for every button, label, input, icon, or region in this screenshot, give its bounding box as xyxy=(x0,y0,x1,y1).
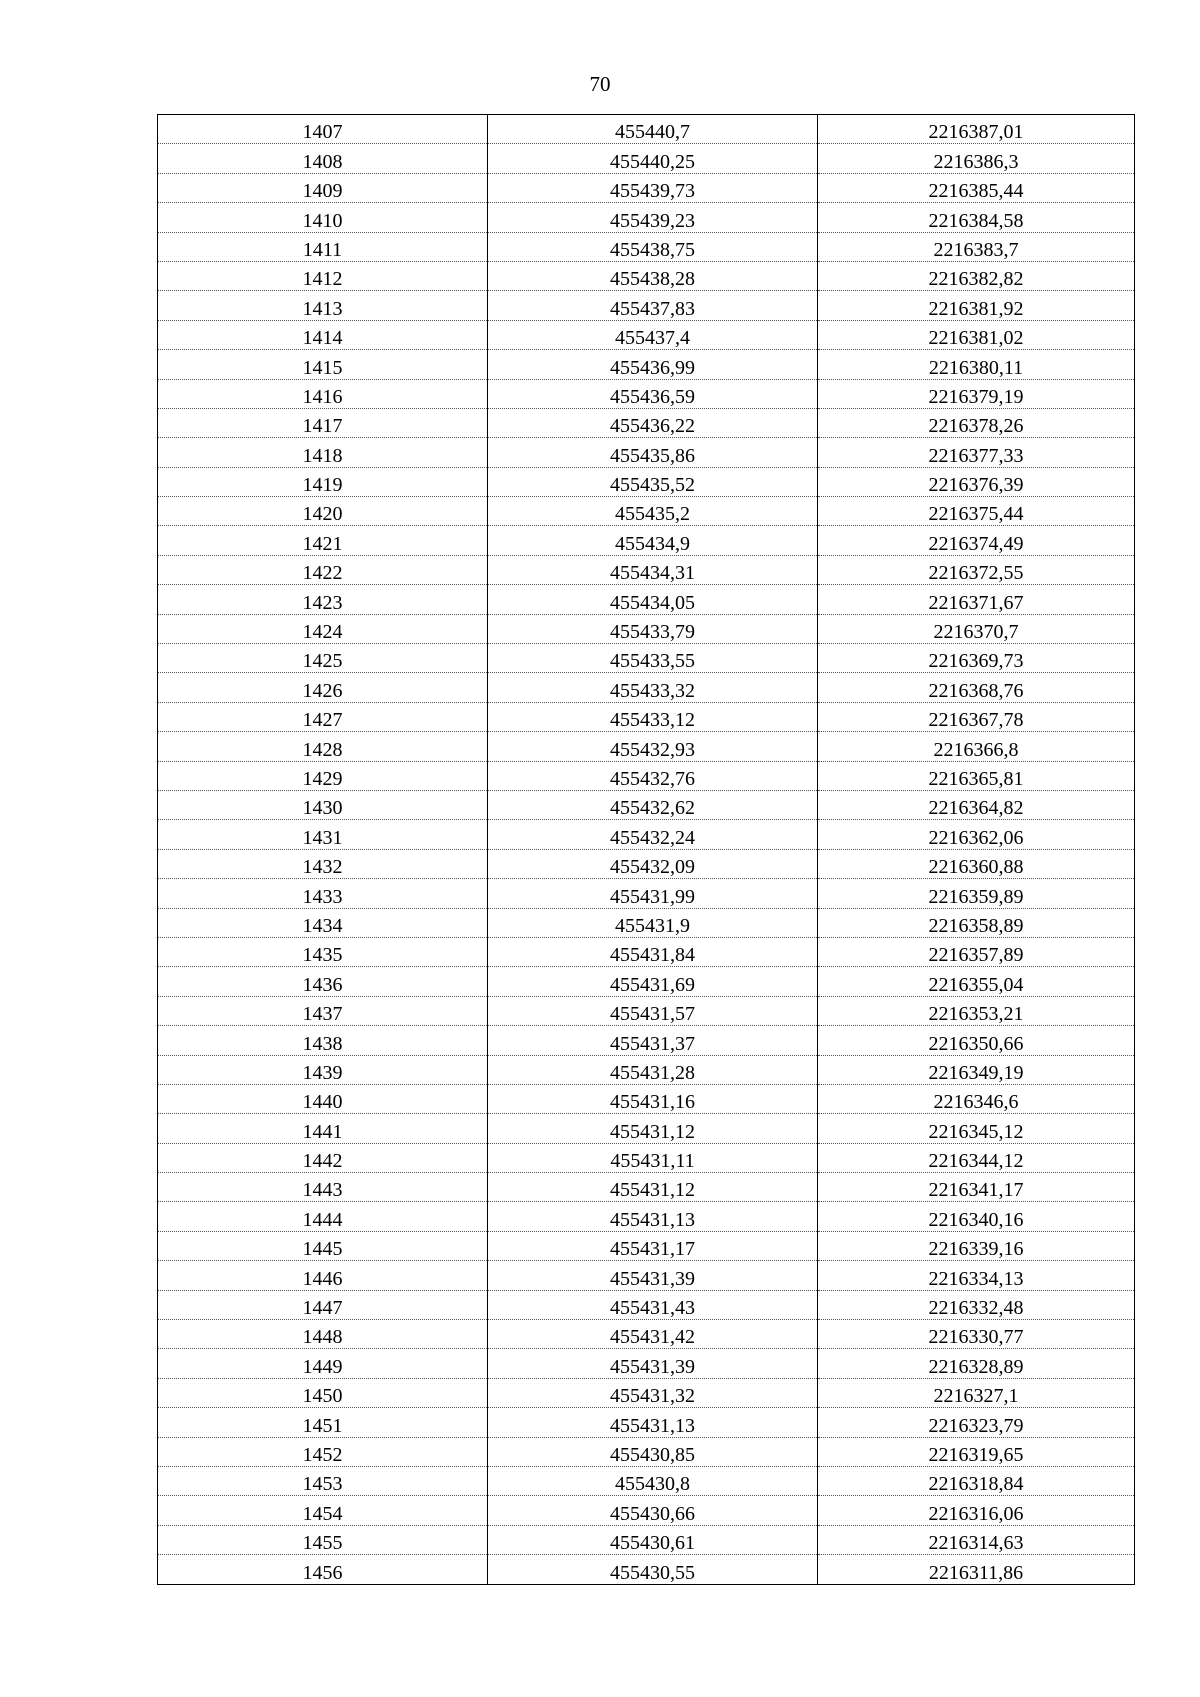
x-coordinate-cell: 455440,25 xyxy=(488,144,818,173)
point-number-cell: 1455 xyxy=(158,1525,488,1554)
x-coordinate-cell: 455432,62 xyxy=(488,790,818,819)
point-number-cell: 1415 xyxy=(158,350,488,379)
point-number-cell: 1408 xyxy=(158,144,488,173)
y-coordinate-cell: 2216371,67 xyxy=(818,585,1135,614)
point-number-cell: 1418 xyxy=(158,438,488,467)
table-row xyxy=(158,320,1135,349)
y-coordinate-cell: 2216319,65 xyxy=(818,1437,1135,1466)
y-coordinate-cell: 2216358,89 xyxy=(818,908,1135,937)
point-number-cell: 1433 xyxy=(158,879,488,908)
x-coordinate-cell: 455437,4 xyxy=(488,320,818,349)
y-coordinate-cell: 2216364,82 xyxy=(818,790,1135,819)
y-coordinate-cell: 2216369,73 xyxy=(818,644,1135,673)
x-coordinate-cell: 455431,32 xyxy=(488,1378,818,1407)
point-number-cell: 1451 xyxy=(158,1408,488,1437)
point-number-cell: 1444 xyxy=(158,1202,488,1231)
y-coordinate-cell: 2216381,92 xyxy=(818,291,1135,320)
table-row xyxy=(158,1143,1135,1172)
x-coordinate-cell: 455432,76 xyxy=(488,761,818,790)
x-coordinate-cell: 455431,69 xyxy=(488,967,818,996)
x-coordinate-cell: 455431,37 xyxy=(488,1026,818,1055)
y-coordinate-cell: 2216323,79 xyxy=(818,1408,1135,1437)
point-number-cell: 1416 xyxy=(158,379,488,408)
x-coordinate-cell: 455430,66 xyxy=(488,1496,818,1525)
table-row xyxy=(158,1114,1135,1143)
y-coordinate-cell: 2216378,26 xyxy=(818,408,1135,437)
table-row xyxy=(158,702,1135,731)
table-row xyxy=(158,614,1135,643)
point-number-cell: 1450 xyxy=(158,1378,488,1407)
y-coordinate-cell: 2216366,8 xyxy=(818,732,1135,761)
point-number-cell: 1445 xyxy=(158,1231,488,1260)
x-coordinate-cell: 455431,12 xyxy=(488,1114,818,1143)
y-coordinate-cell: 2216367,78 xyxy=(818,702,1135,731)
x-coordinate-cell: 455431,57 xyxy=(488,996,818,1025)
y-coordinate-cell: 2216344,12 xyxy=(818,1143,1135,1172)
x-coordinate-cell: 455431,43 xyxy=(488,1290,818,1319)
point-number-cell: 1453 xyxy=(158,1466,488,1495)
y-coordinate-cell: 2216346,6 xyxy=(818,1084,1135,1113)
point-number-cell: 1440 xyxy=(158,1084,488,1113)
x-coordinate-cell: 455436,22 xyxy=(488,408,818,437)
table-row xyxy=(158,291,1135,320)
coordinates-table xyxy=(157,114,1135,1585)
table-row xyxy=(158,820,1135,849)
point-number-cell: 1435 xyxy=(158,937,488,966)
point-number-cell: 1446 xyxy=(158,1261,488,1290)
point-number-cell: 1426 xyxy=(158,673,488,702)
point-number-cell: 1448 xyxy=(158,1320,488,1349)
y-coordinate-cell: 2216330,77 xyxy=(818,1320,1135,1349)
y-coordinate-cell: 2216318,84 xyxy=(818,1466,1135,1495)
table-row xyxy=(158,1231,1135,1260)
table-row xyxy=(158,497,1135,526)
x-coordinate-cell: 455436,59 xyxy=(488,379,818,408)
x-coordinate-cell: 455431,84 xyxy=(488,937,818,966)
point-number-cell: 1421 xyxy=(158,526,488,555)
x-coordinate-cell: 455433,79 xyxy=(488,614,818,643)
table-row xyxy=(158,232,1135,261)
x-coordinate-cell: 455431,28 xyxy=(488,1055,818,1084)
y-coordinate-cell: 2216379,19 xyxy=(818,379,1135,408)
table-row xyxy=(158,879,1135,908)
y-coordinate-cell: 2216314,63 xyxy=(818,1525,1135,1554)
y-coordinate-cell: 2216385,44 xyxy=(818,173,1135,202)
x-coordinate-cell: 455434,31 xyxy=(488,555,818,584)
x-coordinate-cell: 455433,12 xyxy=(488,702,818,731)
point-number-cell: 1436 xyxy=(158,967,488,996)
y-coordinate-cell: 2216377,33 xyxy=(818,438,1135,467)
table-row xyxy=(158,261,1135,290)
y-coordinate-cell: 2216340,16 xyxy=(818,1202,1135,1231)
x-coordinate-cell: 455431,12 xyxy=(488,1173,818,1202)
table-row xyxy=(158,1055,1135,1084)
table-row xyxy=(158,673,1135,702)
table-row xyxy=(158,761,1135,790)
y-coordinate-cell: 2216328,89 xyxy=(818,1349,1135,1378)
y-coordinate-cell: 2216359,89 xyxy=(818,879,1135,908)
table-row xyxy=(158,1466,1135,1495)
point-number-cell: 1423 xyxy=(158,585,488,614)
point-number-cell: 1413 xyxy=(158,291,488,320)
x-coordinate-cell: 455431,16 xyxy=(488,1084,818,1113)
table-row xyxy=(158,115,1135,144)
point-number-cell: 1456 xyxy=(158,1555,488,1584)
y-coordinate-cell: 2216386,3 xyxy=(818,144,1135,173)
x-coordinate-cell: 455435,2 xyxy=(488,497,818,526)
x-coordinate-cell: 455431,9 xyxy=(488,908,818,937)
x-coordinate-cell: 455439,23 xyxy=(488,203,818,232)
table-row xyxy=(158,144,1135,173)
point-number-cell: 1407 xyxy=(158,115,488,144)
y-coordinate-cell: 2216370,7 xyxy=(818,614,1135,643)
y-coordinate-cell: 2216327,1 xyxy=(818,1378,1135,1407)
y-coordinate-cell: 2216376,39 xyxy=(818,467,1135,496)
x-coordinate-cell: 455431,11 xyxy=(488,1143,818,1172)
table-row xyxy=(158,996,1135,1025)
y-coordinate-cell: 2216334,13 xyxy=(818,1261,1135,1290)
point-number-cell: 1422 xyxy=(158,555,488,584)
y-coordinate-cell: 2216374,49 xyxy=(818,526,1135,555)
point-number-cell: 1425 xyxy=(158,644,488,673)
x-coordinate-cell: 455432,24 xyxy=(488,820,818,849)
x-coordinate-cell: 455434,9 xyxy=(488,526,818,555)
page-number: 70 xyxy=(589,72,611,96)
point-number-cell: 1420 xyxy=(158,497,488,526)
table-row xyxy=(158,937,1135,966)
table-row xyxy=(158,1026,1135,1055)
y-coordinate-cell: 2216355,04 xyxy=(818,967,1135,996)
x-coordinate-cell: 455431,13 xyxy=(488,1408,818,1437)
y-coordinate-cell: 2216341,17 xyxy=(818,1173,1135,1202)
x-coordinate-cell: 455435,86 xyxy=(488,438,818,467)
x-coordinate-cell: 455431,99 xyxy=(488,879,818,908)
point-number-cell: 1434 xyxy=(158,908,488,937)
y-coordinate-cell: 2216384,58 xyxy=(818,203,1135,232)
y-coordinate-cell: 2216349,19 xyxy=(818,1055,1135,1084)
x-coordinate-cell: 455438,75 xyxy=(488,232,818,261)
point-number-cell: 1430 xyxy=(158,790,488,819)
point-number-cell: 1441 xyxy=(158,1114,488,1143)
table-row xyxy=(158,408,1135,437)
table-row xyxy=(158,526,1135,555)
y-coordinate-cell: 2216357,89 xyxy=(818,937,1135,966)
x-coordinate-cell: 455435,52 xyxy=(488,467,818,496)
table-row xyxy=(158,350,1135,379)
table-row xyxy=(158,585,1135,614)
point-number-cell: 1447 xyxy=(158,1290,488,1319)
x-coordinate-cell: 455431,13 xyxy=(488,1202,818,1231)
x-coordinate-cell: 455440,7 xyxy=(488,115,818,144)
point-number-cell: 1428 xyxy=(158,732,488,761)
table-row xyxy=(158,1525,1135,1554)
table-row xyxy=(158,173,1135,202)
point-number-cell: 1409 xyxy=(158,173,488,202)
y-coordinate-cell: 2216353,21 xyxy=(818,996,1135,1025)
x-coordinate-cell: 455430,8 xyxy=(488,1466,818,1495)
table-row xyxy=(158,849,1135,878)
point-number-cell: 1442 xyxy=(158,1143,488,1172)
table-row xyxy=(158,790,1135,819)
point-number-cell: 1454 xyxy=(158,1496,488,1525)
y-coordinate-cell: 2216382,82 xyxy=(818,261,1135,290)
table-row xyxy=(158,1173,1135,1202)
y-coordinate-cell: 2216360,88 xyxy=(818,849,1135,878)
x-coordinate-cell: 455432,93 xyxy=(488,732,818,761)
y-coordinate-cell: 2216332,48 xyxy=(818,1290,1135,1319)
point-number-cell: 1449 xyxy=(158,1349,488,1378)
point-number-cell: 1439 xyxy=(158,1055,488,1084)
table-row xyxy=(158,1202,1135,1231)
x-coordinate-cell: 455439,73 xyxy=(488,173,818,202)
table-row xyxy=(158,1378,1135,1407)
point-number-cell: 1419 xyxy=(158,467,488,496)
table-row xyxy=(158,1555,1135,1584)
table-row xyxy=(158,467,1135,496)
table-row xyxy=(158,1408,1135,1437)
y-coordinate-cell: 2216316,06 xyxy=(818,1496,1135,1525)
table-row xyxy=(158,732,1135,761)
x-coordinate-cell: 455431,42 xyxy=(488,1320,818,1349)
y-coordinate-cell: 2216381,02 xyxy=(818,320,1135,349)
table-row xyxy=(158,1290,1135,1319)
x-coordinate-cell: 455438,28 xyxy=(488,261,818,290)
point-number-cell: 1417 xyxy=(158,408,488,437)
x-coordinate-cell: 455434,05 xyxy=(488,585,818,614)
point-number-cell: 1431 xyxy=(158,820,488,849)
table-row xyxy=(158,1320,1135,1349)
y-coordinate-cell: 2216311,86 xyxy=(818,1555,1135,1584)
y-coordinate-cell: 2216387,01 xyxy=(818,115,1135,144)
y-coordinate-cell: 2216368,76 xyxy=(818,673,1135,702)
table-row xyxy=(158,967,1135,996)
point-number-cell: 1427 xyxy=(158,702,488,731)
point-number-cell: 1432 xyxy=(158,849,488,878)
x-coordinate-cell: 455432,09 xyxy=(488,849,818,878)
y-coordinate-cell: 2216372,55 xyxy=(818,555,1135,584)
point-number-cell: 1424 xyxy=(158,614,488,643)
point-number-cell: 1411 xyxy=(158,232,488,261)
table-row xyxy=(158,1496,1135,1525)
x-coordinate-cell: 455433,32 xyxy=(488,673,818,702)
y-coordinate-cell: 2216383,7 xyxy=(818,232,1135,261)
table-row xyxy=(158,1437,1135,1466)
x-coordinate-cell: 455437,83 xyxy=(488,291,818,320)
point-number-cell: 1452 xyxy=(158,1437,488,1466)
point-number-cell: 1429 xyxy=(158,761,488,790)
x-coordinate-cell: 455436,99 xyxy=(488,350,818,379)
coordinates-table-body xyxy=(158,115,1135,1585)
y-coordinate-cell: 2216339,16 xyxy=(818,1231,1135,1260)
x-coordinate-cell: 455430,61 xyxy=(488,1525,818,1554)
table-row xyxy=(158,203,1135,232)
x-coordinate-cell: 455431,39 xyxy=(488,1261,818,1290)
point-number-cell: 1437 xyxy=(158,996,488,1025)
table-row xyxy=(158,379,1135,408)
y-coordinate-cell: 2216362,06 xyxy=(818,820,1135,849)
table-row xyxy=(158,1261,1135,1290)
y-coordinate-cell: 2216365,81 xyxy=(818,761,1135,790)
y-coordinate-cell: 2216350,66 xyxy=(818,1026,1135,1055)
point-number-cell: 1412 xyxy=(158,261,488,290)
table-row xyxy=(158,555,1135,584)
table-row xyxy=(158,438,1135,467)
x-coordinate-cell: 455431,39 xyxy=(488,1349,818,1378)
point-number-cell: 1410 xyxy=(158,203,488,232)
y-coordinate-cell: 2216345,12 xyxy=(818,1114,1135,1143)
point-number-cell: 1443 xyxy=(158,1173,488,1202)
table-row xyxy=(158,644,1135,673)
x-coordinate-cell: 455433,55 xyxy=(488,644,818,673)
x-coordinate-cell: 455430,85 xyxy=(488,1437,818,1466)
y-coordinate-cell: 2216375,44 xyxy=(818,497,1135,526)
table-row xyxy=(158,1349,1135,1378)
point-number-cell: 1438 xyxy=(158,1026,488,1055)
point-number-cell: 1414 xyxy=(158,320,488,349)
x-coordinate-cell: 455430,55 xyxy=(488,1555,818,1584)
y-coordinate-cell: 2216380,11 xyxy=(818,350,1135,379)
table-row xyxy=(158,1084,1135,1113)
x-coordinate-cell: 455431,17 xyxy=(488,1231,818,1260)
table-row xyxy=(158,908,1135,937)
